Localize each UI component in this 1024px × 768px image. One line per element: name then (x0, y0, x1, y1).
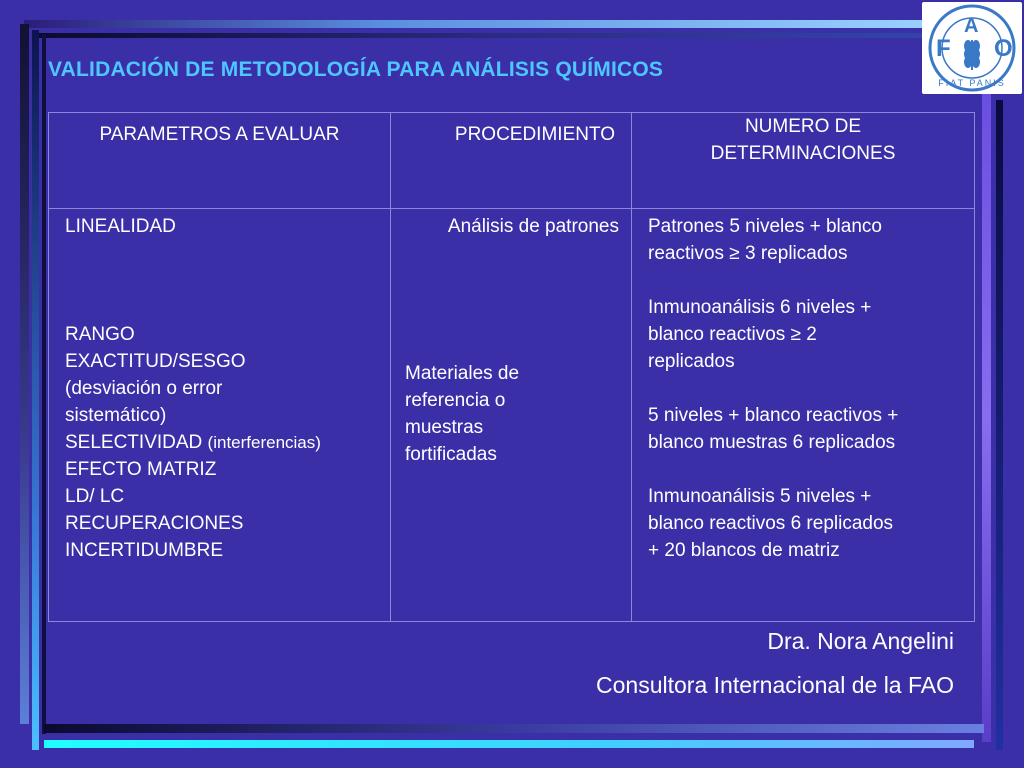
det-p4-line3: + 20 blancos de matriz (648, 540, 840, 561)
det-p4-line2: blanco reactivos 6 replicados (648, 513, 894, 534)
param-desviacion-2: sistemático) (65, 405, 167, 426)
det-paragraph-4 (648, 483, 962, 564)
logo-letter-a: A (964, 15, 979, 37)
det-p3-line2: blanco muestras 6 replicados (648, 432, 896, 453)
header-numero-line2: DETERMINACIONES (710, 143, 896, 164)
header-procedimiento: PROCEDIMIENTO (391, 113, 632, 209)
param-efecto-matriz: EFECTO MATRIZ (65, 459, 217, 480)
det-p2-line3: replicados (648, 351, 735, 372)
header-numero-line1: NUMERO DE (744, 116, 862, 137)
det-p3-line1: 5 niveles + blanco reactivos + (648, 405, 899, 426)
procedimiento-cell (391, 209, 632, 622)
det-p4-line1: Inmunoanálisis 5 niveles + (648, 486, 872, 507)
param-selectividad-line (65, 429, 382, 456)
fao-emblem (922, 2, 1022, 94)
param-exactitud: EXACTITUD/SESGO (65, 351, 246, 372)
bottom-decor-line-dark (44, 724, 984, 733)
header-numero (632, 113, 975, 209)
param-ld-lc: LD/ LC (65, 486, 125, 507)
det-p1-line2: reactivos ≥ 3 replicados (648, 243, 848, 264)
param-desviacion-1: (desviación o error (65, 378, 223, 399)
det-paragraph-2 (648, 294, 962, 375)
logo-letter-f: F (936, 35, 951, 62)
left-decor-line-cyan (32, 30, 39, 750)
validation-table (48, 112, 975, 622)
table-body-row (49, 209, 975, 622)
right-decor-line (982, 92, 991, 742)
param-interferencias: (interferencias) (207, 433, 321, 452)
table-header-row (49, 113, 975, 209)
right-decor-line-dark (996, 100, 1003, 750)
det-p1-line1: Patrones 5 niveles + blanco (648, 216, 882, 237)
proc-materiales-2: referencia o (405, 390, 506, 411)
determinaciones-cell (632, 209, 975, 622)
top-decor-line-dark (36, 33, 924, 38)
param-selectividad: SELECTIVIDAD (65, 432, 203, 453)
top-decor-line (24, 20, 924, 28)
left-decor-line-dark (42, 34, 46, 734)
logo-letter-o: O (994, 35, 1013, 62)
param-incertidumbre: INCERTIDUMBRE (65, 540, 223, 561)
det-p2-line1: Inmunoanálisis 6 niveles + (648, 297, 872, 318)
det-p2-line2: blanco reactivos ≥ 2 (648, 324, 817, 345)
proc-materiales-3: muestras (405, 417, 484, 438)
bottom-decor-line-cyan (44, 740, 974, 748)
proc-materiales-4: fortificadas (405, 444, 497, 465)
page-title: VALIDACIÓN DE METODOLOGÍA PARA ANÁLISIS QUÍMICOS (48, 58, 664, 81)
proc-materiales-1: Materiales de (405, 363, 520, 384)
parametros-cell (49, 209, 391, 622)
author-role: Consultora Internacional de la FAO (596, 672, 954, 698)
det-paragraph-3 (648, 402, 962, 456)
left-decor-line (20, 24, 29, 724)
param-rango: RANGO (65, 324, 135, 345)
param-recuperaciones: RECUPERACIONES (65, 513, 244, 534)
param-linealidad: LINEALIDAD (65, 216, 176, 237)
fao-logo (922, 2, 1022, 94)
proc-analisis: Análisis de patrones (447, 216, 619, 237)
wheat-icon (965, 40, 979, 70)
header-parametros: PARAMETROS A EVALUAR (49, 113, 391, 209)
det-paragraph-1 (648, 213, 962, 267)
logo-motto: FIAT PANIS (938, 78, 1006, 88)
author-name: Dra. Nora Angelini (767, 628, 954, 654)
